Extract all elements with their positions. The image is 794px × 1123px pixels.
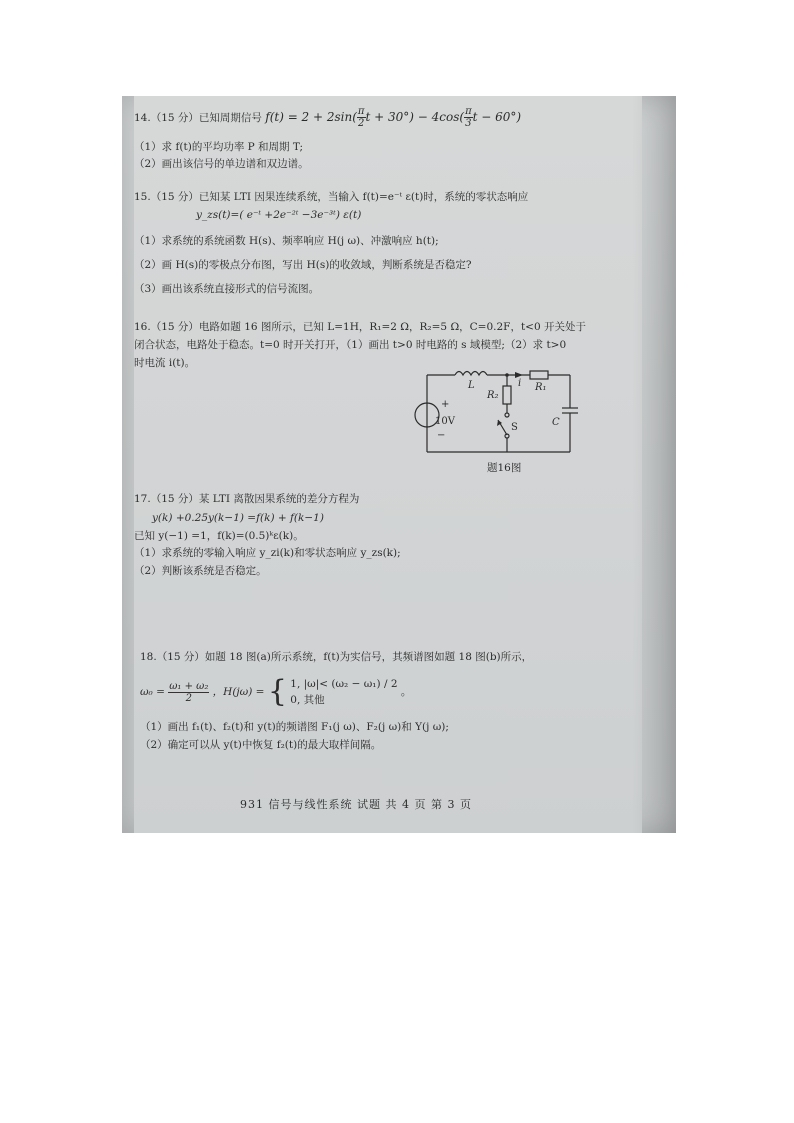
q16-line2: 闭合状态，电路处于稳态。t=0 时开关打开，（1）画出 t>0 时电路的 s 域模型;（2）求 t>0 <box>134 339 567 351</box>
q14-sub2: （2）画出该信号的单边谱和双边谱。 <box>134 158 309 170</box>
q18-w0-lhs: ω₀ = <box>140 686 165 698</box>
q14-sub1: （1）求 f(t)的平均功率 P 和周期 T; <box>134 141 304 153</box>
inductor-L <box>455 372 487 376</box>
label-L: L <box>468 380 475 391</box>
q16-line3: 时电流 i(t)。 <box>134 357 196 369</box>
q14-frac1-den: 2 <box>358 118 365 129</box>
q16-line1: 16.（15 分）电路如题 16 图所示，已知 L=1H，R₁=2 Ω，R₂=5 Ω，C=0.2F，t<0 开关处于 <box>134 321 587 333</box>
resistor-R1 <box>530 371 548 379</box>
q17-sub1: （1）求系统的零输入响应 y_zi(k)和零状态响应 y_zs(k); <box>134 547 401 559</box>
q14-header <box>134 106 521 129</box>
q14-frac2-num: π <box>465 106 472 117</box>
q14-frac1-num: π <box>357 106 365 117</box>
q17-known: 已知 y(−1) =1，f(k)=(0.5)ᵏε(k)。 <box>134 530 304 542</box>
q14-frac1 <box>357 106 366 129</box>
q15-header: 15.（15 分）已知某 LTI 因果连续系统，当输入 f(t)=e⁻ᵗ ε(t)时，系统的零状态响应 <box>134 191 529 203</box>
label-R1: R₁ <box>535 382 547 393</box>
q18-cases <box>290 676 397 708</box>
q17-header: 17.（15 分）某 LTI 离散因果系统的差分方程为 <box>134 493 360 505</box>
q18-w0-den: 2 <box>185 692 192 704</box>
page-edge-shadow <box>632 96 676 833</box>
q18-w0-num: ω₁ + ω₂ <box>169 680 209 692</box>
label-i: i <box>518 378 522 389</box>
label-C: C <box>552 417 560 428</box>
q14-eq-lhs: f(t) = 2 + 2sin( <box>265 110 357 124</box>
q18-formula <box>140 676 411 708</box>
figure-16-caption: 题16图 <box>487 462 522 474</box>
q18-sub1: （1）画出 f₁(t)、f₂(t)和 y(t)的频谱图 F₁(j ω)、F₂(j ω)和 Y(j ω); <box>140 721 449 733</box>
resistor-R2 <box>503 386 511 404</box>
q18-header: 18.（15 分）如题 18 图(a)所示系统，f(t)为实信号，其频谱图如题 18 图(b)所示， <box>140 651 533 663</box>
label-plus: + <box>441 399 450 410</box>
q18-case2: 0, 其他 <box>290 694 325 706</box>
q14-frac2-den: 3 <box>465 118 472 129</box>
label-S: S <box>511 422 518 433</box>
junction-node <box>505 373 509 377</box>
q15-sub1: （1）求系统的系统函数 H(s)、频率响应 H(j ω)、冲激响应 h(t); <box>134 235 439 247</box>
q17-sub2: （2）判断该系统是否稳定。 <box>134 565 267 577</box>
q18-case1: 1, |ω|< (ω₂ − ω₁) / 2 <box>290 678 398 690</box>
q18-H-label: ，H(jω) = <box>212 686 265 698</box>
label-R2: R₂ <box>487 390 499 401</box>
q17-equation: y(k) +0.25y(k−1) =f(k) + f(k−1) <box>152 512 324 524</box>
label-minus: − <box>437 430 446 441</box>
label-10V: 10V <box>435 416 455 427</box>
q14-equation <box>265 106 522 129</box>
q18-end-mark: 。 <box>400 686 412 698</box>
q14-frac2 <box>464 106 473 129</box>
q14-head-text: 14.（15 分）已知周期信号 <box>134 112 262 124</box>
q15-yzs: y_zs(t)=( e⁻ᵗ +2e⁻²ᵗ −3e⁻³ᵗ) ε(t) <box>196 209 362 221</box>
q15-sub3: （3）画出该系统直接形式的信号流图。 <box>134 283 320 295</box>
q18-w0-frac <box>168 681 209 704</box>
q18-brace: { <box>267 674 287 709</box>
page-footer: 931 信号与线性系统 试题 共 4 页 第 3 页 <box>240 798 472 811</box>
q14-eq-mid: t + 30°) − 4cos( <box>365 110 465 124</box>
switch-contact-top <box>505 413 509 417</box>
q14-eq-tail: t − 60°) <box>472 110 522 124</box>
q15-sub2: （2）画 H(s)的零极点分布图，写出 H(s)的收敛域，判断系统是否稳定? <box>134 259 472 271</box>
q18-sub2: （2）确定可以从 y(t)中恢复 f₂(t)的最大取样间隔。 <box>140 739 382 751</box>
